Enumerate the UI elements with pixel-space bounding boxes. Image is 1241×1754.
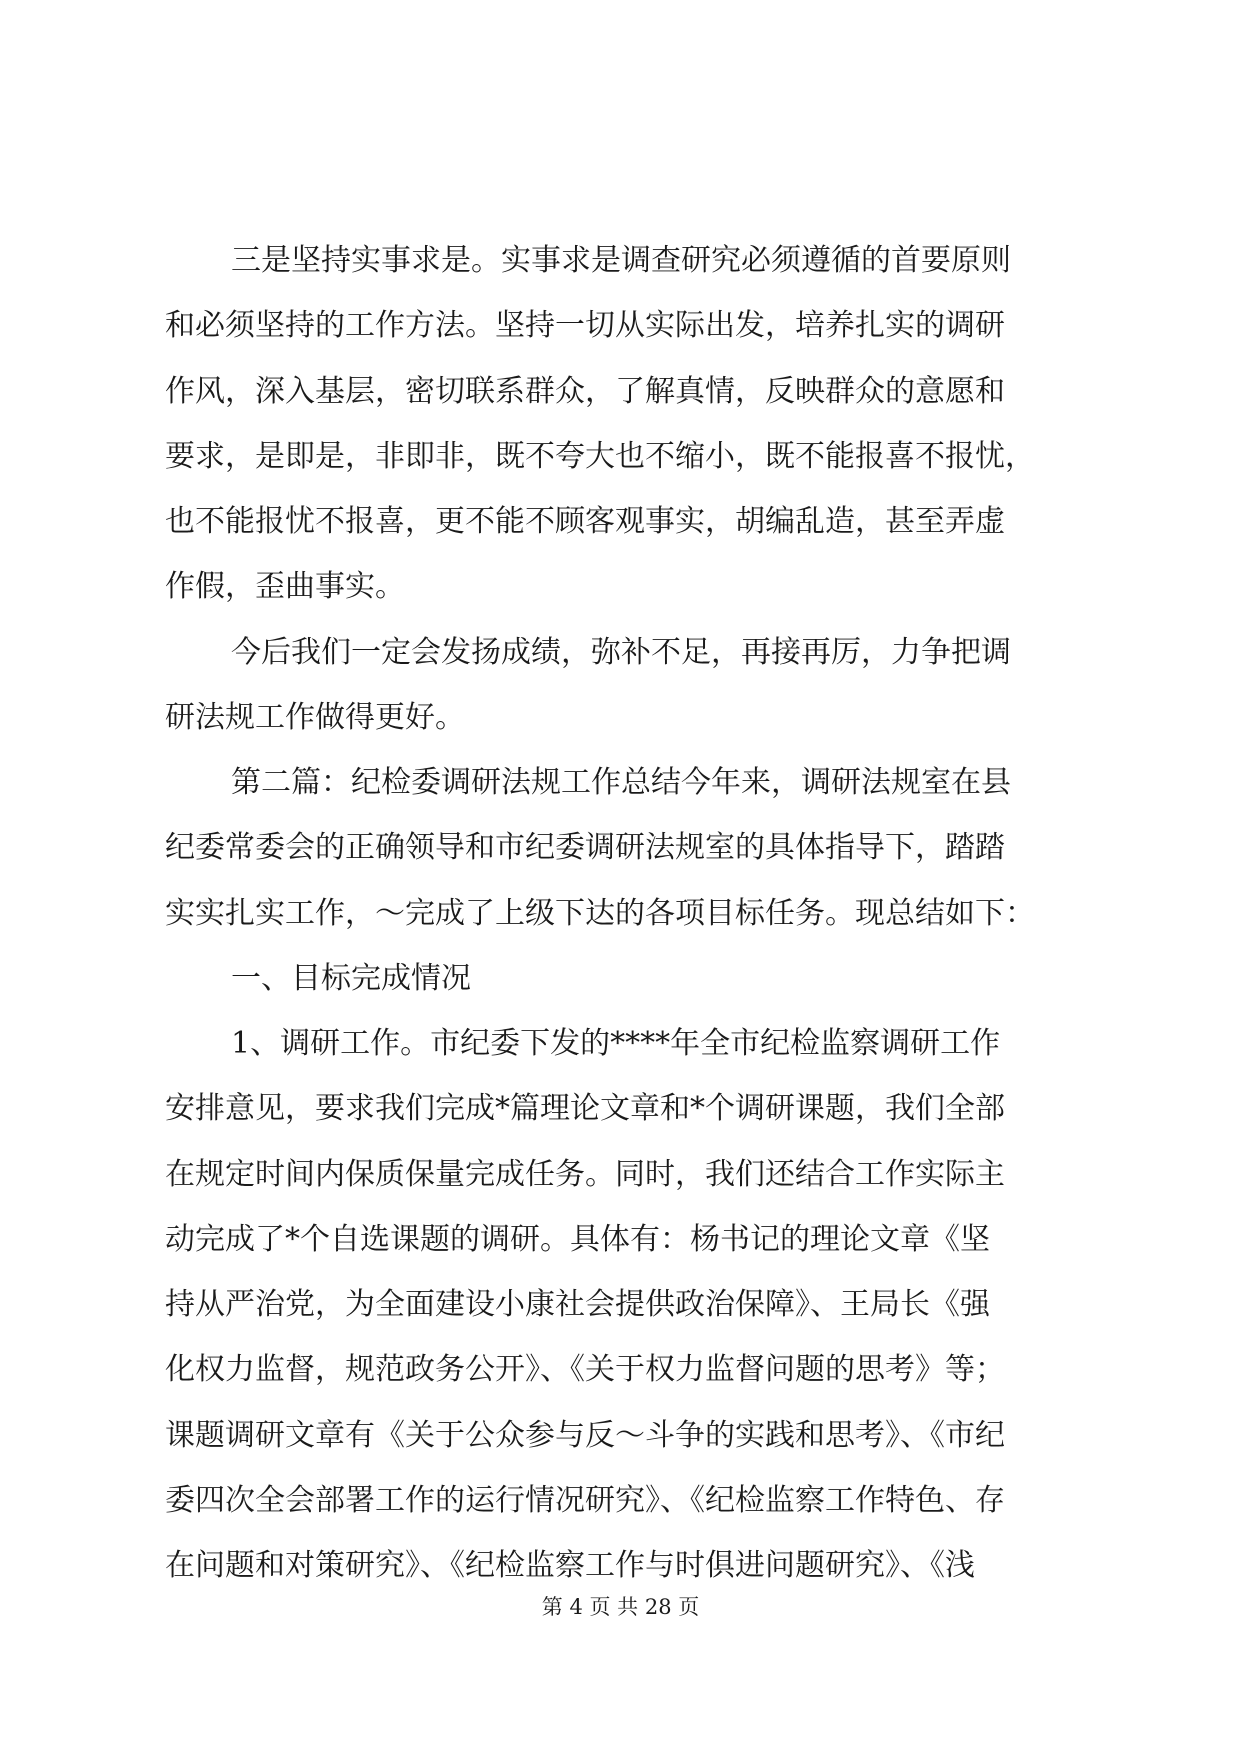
text-line: 要求，是即是，非即非，既不夸大也不缩小，既不能报喜不报忧，: [165, 438, 1035, 474]
text-line: 研法规工作做得更好。: [165, 699, 465, 735]
text-line: 在问题和对策研究》、《纪检监察工作与时俱进问题研究》、《浅: [165, 1548, 975, 1583]
text-line: 委四次全会部署工作的运行情况研究》、《纪检监察工作特色、存: [165, 1482, 1005, 1518]
page-number-footer: 第 4 页 共 28 页: [541, 1595, 700, 1619]
text-line: 也不能报忧不报喜，更不能不顾客观事实，胡编乱造，甚至弄虚: [165, 504, 1005, 539]
document-body: [165, 228, 1083, 1598]
text-line: 纪委常委会的正确领导和市纪委调研法规室的具体指导下，踏踏: [165, 830, 1005, 866]
text-line: 持从严治党，为全面建设小康社会提供政治保障》、王局长《强: [165, 1287, 990, 1322]
text-line: 实实扎实工作，～完成了上级下达的各项目标任务。现总结如下：: [165, 895, 1035, 931]
text-line: 动完成了*个自选课题的调研。具体有：杨书记的理论文章《坚: [165, 1221, 990, 1257]
text-line: 作假，歪曲事实。: [165, 569, 405, 605]
text-line: 1、调研工作。市纪委下发的****年全市纪检监察调研工作: [231, 1026, 1001, 1061]
text-line: 课题调研文章有《关于公众参与反～斗争的实践和思考》、《市纪: [165, 1417, 1005, 1453]
text-line: 今后我们一定会发扬成绩，弥补不足，再接再厉，力争把调: [231, 634, 1011, 670]
text-line: 安排意见，要求我们完成*篇理论文章和*个调研课题，我们全部: [165, 1091, 1005, 1127]
text-line: 化权力监督，规范政务公开》、《关于权力监督问题的思考》等；: [165, 1352, 1005, 1388]
text-line: 在规定时间内保质保量完成任务。同时，我们还结合工作实际主: [165, 1156, 1005, 1192]
text-line: 作风，深入基层，密切联系群众，了解真情，反映群众的意愿和: [165, 373, 1005, 409]
text-line: 第二篇：纪检委调研法规工作总结今年来，调研法规室在县: [231, 765, 1011, 800]
section-heading: 一、目标完成情况: [231, 960, 471, 996]
text-line: 三是坚持实事求是。实事求是调查研究必须遵循的首要原则: [231, 243, 1011, 278]
text-line: 和必须坚持的工作方法。坚持一切从实际出发，培养扎实的调研: [165, 308, 1005, 344]
